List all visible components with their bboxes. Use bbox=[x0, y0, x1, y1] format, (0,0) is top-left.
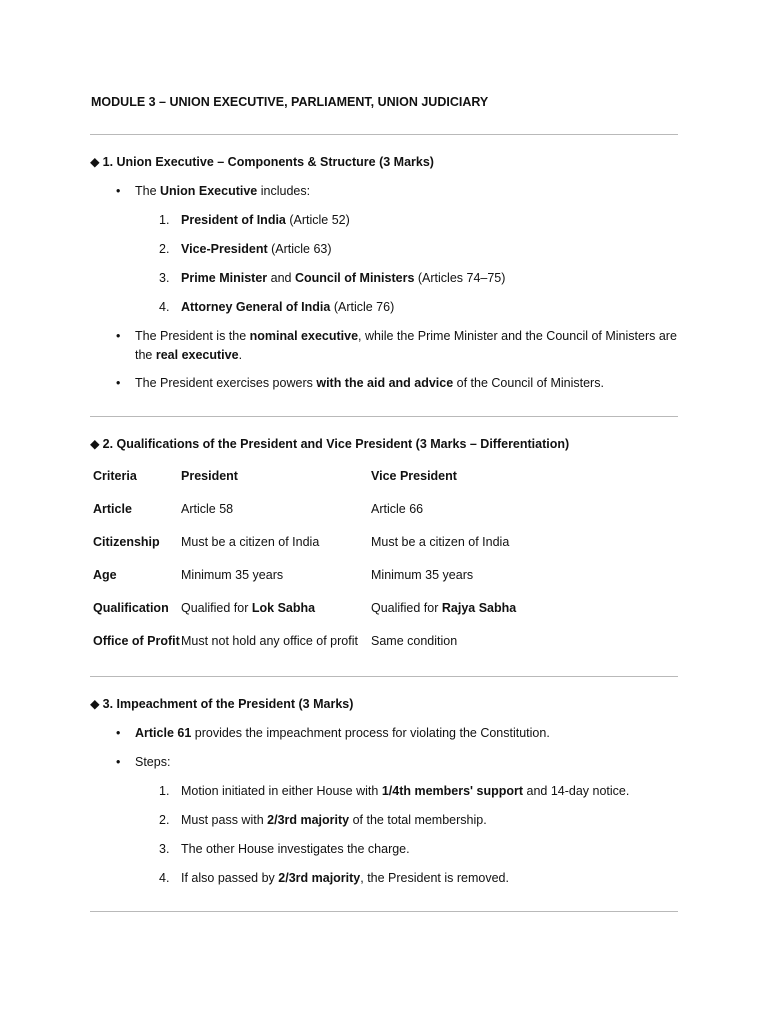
section-heading bbox=[90, 435, 569, 453]
bullet-icon: • bbox=[116, 726, 121, 740]
section-1-title: 1. Union Executive – Components & Structure (3 Marks) bbox=[102, 155, 434, 169]
diamond-icon: ◆ bbox=[90, 697, 100, 711]
section-2-title: 2. Qualifications of the President and Vice President (3 Marks – Differentiation) bbox=[102, 437, 570, 451]
section-heading bbox=[90, 695, 353, 713]
document-page: MODULE 3 – UNION EXECUTIVE, PARLIAMENT, UNION JUDICIARY ◆ 1. Union Executive – Components & Structure (3 Marks) • The Union Executive includes: 1. President of India (Article 52) 2. Vice-President (Article 63) 3. Prime Minister and Council of Ministers (Articles 74–75) 4. Attorney General of India (Article 76) • The President is the nominal executive, while the Prime Minister and the Council of Ministers are the real executive. • The President exercises powers with the aid and advice of the Council of Ministers. ◆ 2. Qualifications of the President and Vice President (3 Marks – Differentiation) Criteria President Vice President Article Article 58 Article 66 Citizenship Must be a citizen of India Must be a citizen of India Age Minimum 35 years Minimum 35 years Qualification Qualified for Lok Sabha Qualified for Rajya Sabha Office of Profit Must not hold any office of profit Same condition ◆ 3. Impeachment of the President (3 Marks) • Article 61 provides the impeachment process for violating the Constitution. • Steps: 1. Motion initiated in either House with 1/4th members' support and 14-day notice. 2. Must pass with 2/3rd majority of the total membership. 3. The other House investigates the charge. 4. If also passed by 2/3rd majority, the President is removed. bbox=[0, 0, 768, 1024]
table-cell: Qualified for Lok Sabha bbox=[181, 601, 316, 615]
divider bbox=[90, 676, 678, 677]
section-3-title: 3. Impeachment of the President (3 Marks) bbox=[102, 697, 354, 711]
table-cell: Article 66 bbox=[371, 502, 424, 516]
table-header: President bbox=[181, 469, 238, 483]
diamond-icon: ◆ bbox=[90, 155, 100, 169]
divider bbox=[90, 911, 678, 912]
divider bbox=[90, 134, 678, 135]
table-cell: Must not hold any office of profit bbox=[181, 634, 358, 648]
table-cell: Minimum 35 years bbox=[371, 568, 474, 582]
table-cell: Must be a citizen of India bbox=[371, 535, 510, 549]
table-cell: Minimum 35 years bbox=[181, 568, 284, 582]
divider bbox=[90, 416, 678, 417]
table-cell: Citizenship bbox=[93, 535, 160, 549]
table-cell: Qualified for Rajya Sabha bbox=[371, 601, 517, 615]
diamond-icon: ◆ bbox=[90, 437, 100, 451]
bullet-icon: • bbox=[116, 755, 121, 769]
module-title: MODULE 3 – UNION EXECUTIVE, PARLIAMENT, UNION JUDICIARY bbox=[91, 95, 489, 109]
table-cell: Article bbox=[93, 502, 132, 516]
bullet-icon: • bbox=[116, 329, 121, 343]
table-cell: Office of Profit bbox=[93, 634, 180, 648]
table-cell: Article 58 bbox=[181, 502, 234, 516]
section-heading bbox=[90, 153, 434, 171]
table-header: Vice President bbox=[371, 469, 457, 483]
table-cell: Same condition bbox=[371, 634, 458, 648]
bullet-icon: • bbox=[116, 376, 121, 390]
table-cell: Must be a citizen of India bbox=[181, 535, 320, 549]
table-cell: Age bbox=[93, 568, 117, 582]
bullet-icon: • bbox=[116, 184, 121, 198]
table-header: Criteria bbox=[93, 469, 137, 483]
table-cell: Qualification bbox=[93, 601, 169, 615]
